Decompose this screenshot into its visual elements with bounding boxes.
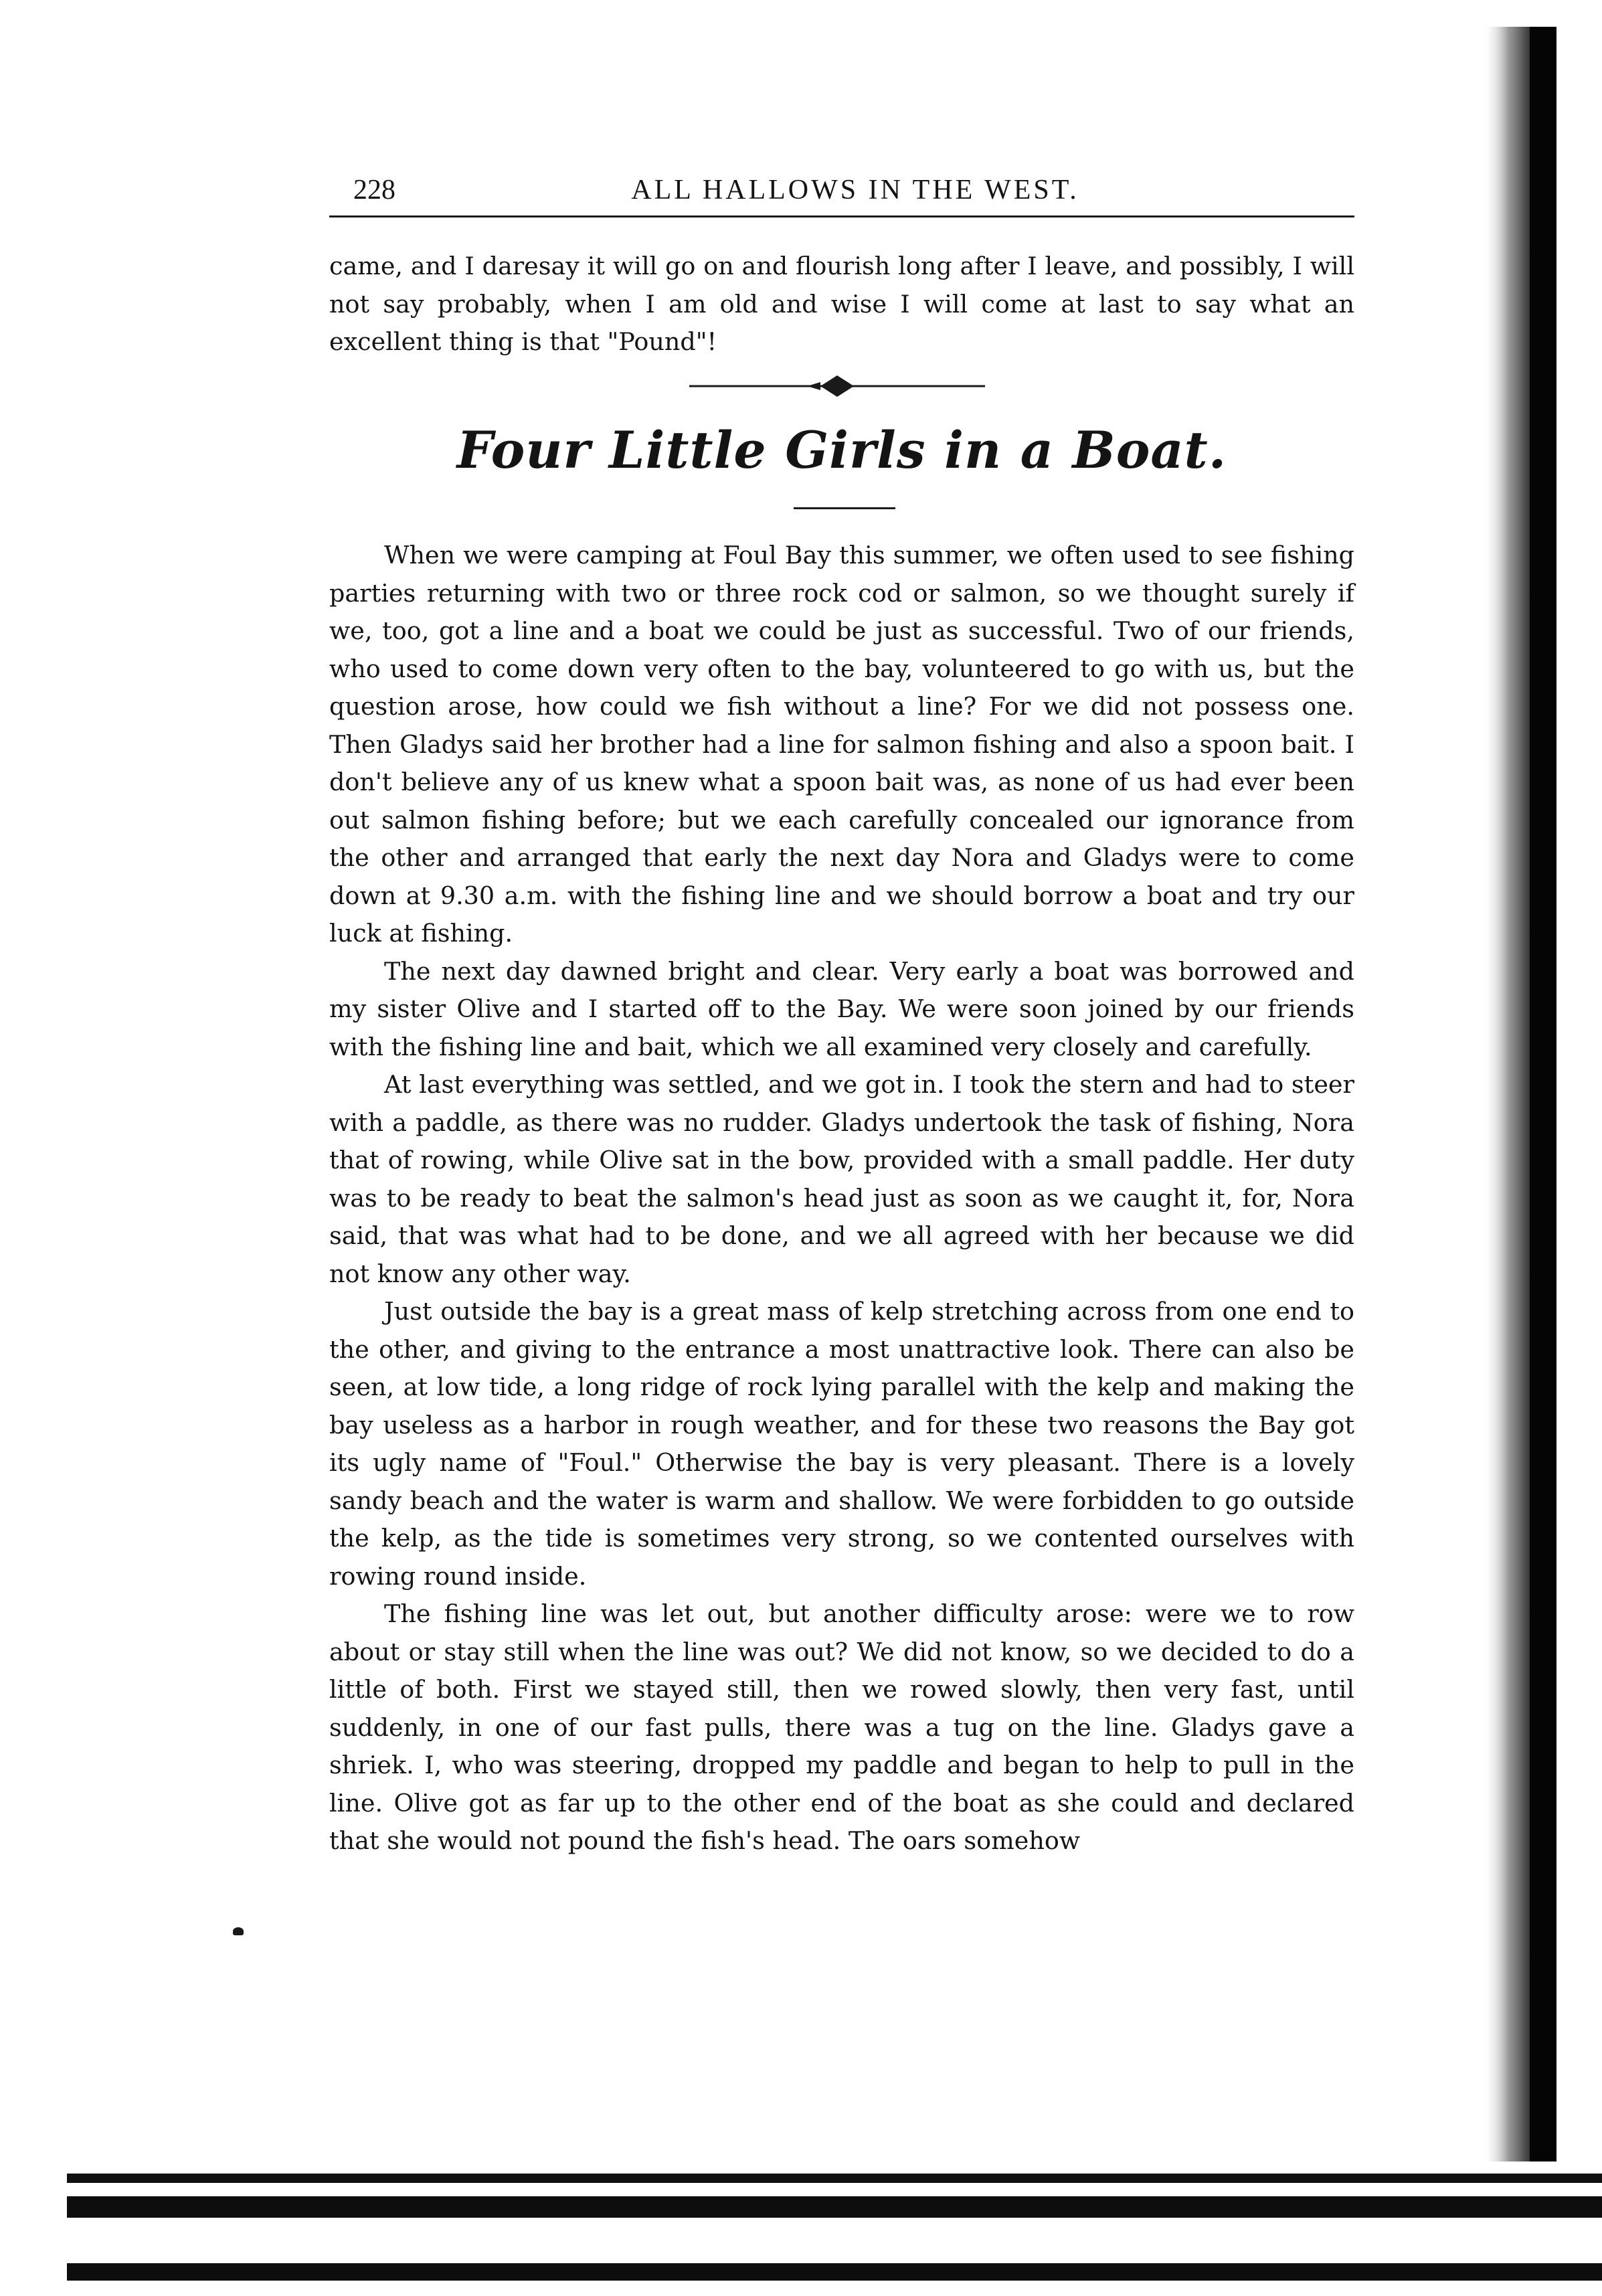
scan-bar-middle [67,2196,1602,2218]
scan-edge-shadow [1470,27,1556,2161]
article-paragraph: The next day dawned bright and clear. Very early a boat was borrowed and my sister Olive and I started off to the Bay. We were soon joined by our friends with the fishing line and bait, which we all examined very closely and carefully. [329,956,1354,1061]
article-title: Four Little Girls in a Boat. [456,420,1227,480]
page-number: 228 [353,175,395,205]
running-header [329,167,1354,217]
article-paragraph: Just outside the bay is a great mass of kelp stretching across from one end to the other, and giving to the entrance a most unattractive look. There can also be seen, at low tide, a long ridge of rock lying parallel with the kelp and making the bay useless as a harbor in rough weather, and for these two reasons the Bay got its ugly name of "Foul." Otherwise the bay is very pleasant. There is a lovely sandy beach and the water is warm and shallow. We were forbidden to go outside the kelp, as the tide is sometimes very strong, so we contented ourselves with rowing round inside. [329,1297,1354,1591]
scan-bar-top [67,2174,1602,2183]
article-paragraph: The fishing line was let out, but another difficulty arose: were we to row about or stay still when the line was out? We did not know, so we decided to do a little of both. First we stayed still, then we rowed slowly, then very fast, until suddenly, in one of our fast pulls, there was a tug on the line. Gladys gave a shriek. I, who was steering, dropped my paddle and began to help to pull in the line. Olive got as far up to the other end of the boat as she could and declared that she would not pound the fish's head. The oars somehow [329,1599,1354,1855]
running-title: ALL HALLOWS IN THE WEST. [631,175,1079,205]
article-body [329,537,1354,1860]
scan-bar-bottom [67,2263,1602,2281]
intro-text-block [329,248,1354,361]
article-paragraph: At last everything was settled, and we got in. I took the stern and had to steer with a paddle, as there was no rudder. Gladys undertook the task of fishing, Nora that of rowing, while Olive sat in the bow, provided with a small paddle. Her duty was to be ready to beat the salmon's head just as soon as we caught it, for, Nora said, that was what had to be done, and we all agreed with her because we did not know any other way. [329,1070,1354,1288]
intro-paragraph: came, and I daresay it will go on and flourish long after I leave, and possibly, I will not say probably, when I am old and wise I will come at last to say what an excellent thing is that "Pound"! [329,252,1354,356]
ornament-divider [689,371,985,401]
margin-mark [233,1927,244,1935]
title-rule [794,507,895,509]
article-paragraph: When we were camping at Foul Bay this summer, we often used to see fishing parties returning with two or three rock cod or salmon, so we thought surely if we, too, got a line and a boat we could be just as successful. Two of our friends, who used to come down very often to the bay, volunteered to go with us, but the question arose, how could we fish without a line? For we did not possess one. Then Gladys said her brother had a line for salmon fishing and also a spoon bait. I don't believe any of us knew what a spoon bait was, as none of us had ever been out salmon fishing before; but we each carefully concealed our ignorance from the other and arranged that early the next day Nora and Gladys were to come down at 9.30 a.m. with the fishing line and we should borrow a boat and try our luck at fishing. [329,541,1354,948]
